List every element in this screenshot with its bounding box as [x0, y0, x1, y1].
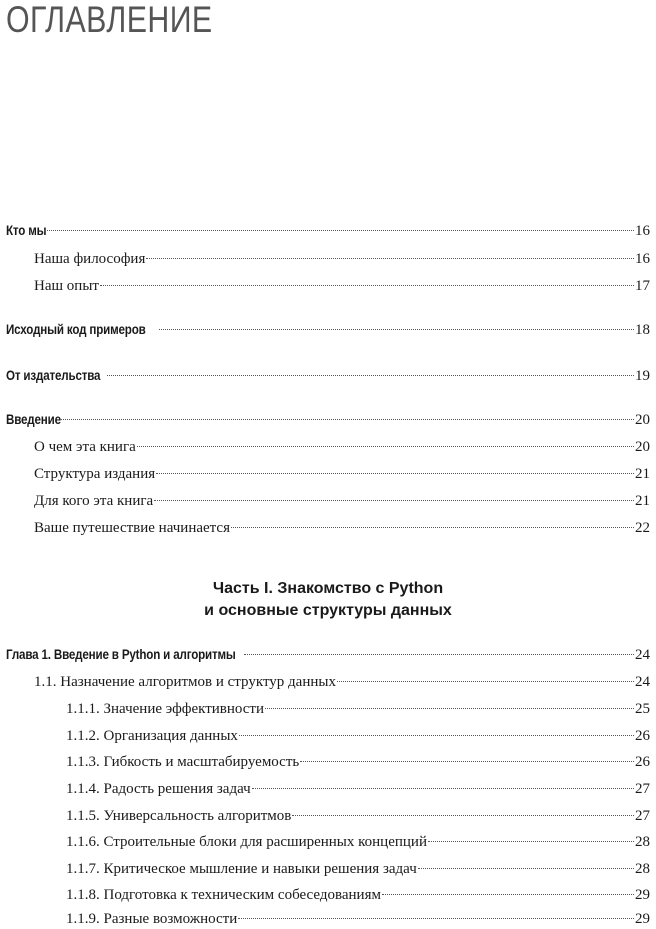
toc-page-number: 29 — [635, 911, 650, 927]
toc-entry-audience[interactable] — [34, 491, 650, 511]
toc-page-number: 20 — [635, 412, 650, 428]
part-heading-line-1: Часть I. Знакомство с Python — [212, 580, 444, 597]
toc-entry-philosophy[interactable] — [34, 249, 650, 269]
toc-entry-section-1-1-8[interactable] — [66, 885, 650, 905]
toc-page-number: 29 — [635, 887, 650, 903]
toc-entry-experience[interactable] — [34, 276, 650, 296]
toc-page-number: 22 — [635, 520, 650, 536]
toc-entry-who-we-are[interactable] — [6, 221, 650, 241]
dot-leader — [382, 894, 634, 895]
dot-leader — [61, 419, 634, 420]
dot-leader — [418, 868, 634, 869]
toc-entry-publisher[interactable] — [6, 366, 650, 386]
toc-page-number: 17 — [635, 278, 650, 294]
toc-entry-label: Введение — [6, 412, 61, 427]
toc-entry-source-code[interactable] — [6, 320, 650, 340]
toc-page-number: 28 — [635, 861, 650, 877]
toc-page-number: 21 — [635, 466, 650, 482]
toc-page-number: 21 — [635, 493, 650, 509]
toc-page-number: 24 — [635, 674, 650, 690]
dot-leader — [244, 654, 634, 655]
toc-entry-label: Ваше путешествие начинается — [34, 520, 230, 536]
toc-entry-about-book[interactable] — [34, 437, 650, 457]
toc-entry-structure[interactable] — [34, 464, 650, 484]
dot-leader — [154, 500, 634, 501]
toc-entry-label: Глава 1. Введение в Python и алгоритмы — [6, 647, 236, 662]
toc-entry-section-1-1-2[interactable] — [66, 726, 650, 746]
dot-leader — [146, 258, 634, 259]
toc-entry-label: 1.1.4. Радость решения задач — [66, 781, 251, 797]
toc-entry-section-1-1-3[interactable] — [66, 752, 650, 772]
toc-entry-label: 1.1.2. Организация данных — [66, 728, 238, 744]
toc-entry-section-1-1[interactable] — [34, 672, 650, 692]
toc-page-number: 16 — [635, 223, 650, 239]
toc-page-number: 27 — [635, 808, 650, 824]
toc-entry-label: 1.1.5. Универсальность алгоритмов — [66, 808, 292, 824]
dot-leader — [252, 788, 634, 789]
toc-entry-label: 1.1.8. Подготовка к техническим собеседованиям — [66, 887, 381, 903]
toc-entry-label: От издательства — [6, 368, 101, 383]
toc-page-number: 24 — [635, 647, 650, 663]
toc-entry-label: 1.1.1. Значение эффективности — [66, 701, 265, 717]
toc-entry-section-1-1-4[interactable] — [66, 779, 650, 799]
toc-entry-section-1-1-9[interactable] — [66, 909, 650, 929]
toc-entry-section-1-1-6[interactable] — [66, 832, 650, 852]
toc-entry-introduction[interactable] — [6, 410, 650, 430]
toc-entry-section-1-1-1[interactable] — [66, 699, 650, 719]
toc-entry-chapter-1[interactable] — [6, 645, 650, 665]
dot-leader — [44, 230, 634, 231]
toc-entry-label: Кто мы — [6, 223, 47, 238]
toc-entry-label: Наша философия — [34, 251, 146, 267]
dot-leader — [337, 681, 634, 682]
dot-leader — [159, 329, 634, 330]
toc-page-number: 20 — [635, 439, 650, 455]
page-title: ОГЛАВЛЕНИЕ — [6, 0, 213, 40]
toc-page-number: 25 — [635, 701, 650, 717]
dot-leader — [265, 708, 634, 709]
toc-entry-label: Исходный код примеров — [6, 322, 146, 337]
toc-entry-label: 1.1.9. Разные возможности — [66, 911, 238, 927]
toc-entry-section-1-1-5[interactable] — [66, 806, 650, 826]
toc-page-number: 28 — [635, 834, 650, 850]
toc-entry-section-1-1-7[interactable] — [66, 859, 650, 879]
dot-leader — [137, 446, 634, 447]
toc-page-number: 26 — [635, 728, 650, 744]
dot-leader — [292, 815, 634, 816]
toc-page-number: 26 — [635, 754, 650, 770]
dot-leader — [100, 285, 634, 286]
dot-leader — [156, 473, 634, 474]
toc-page-number: 27 — [635, 781, 650, 797]
dot-leader — [231, 527, 634, 528]
toc-entry-label: Структура издания — [34, 466, 156, 482]
toc-entry-label: Для кого эта книга — [34, 493, 154, 509]
dot-leader — [238, 918, 634, 919]
part-heading-line-2: и основные структуры данных — [204, 602, 452, 619]
dot-leader — [239, 735, 634, 736]
part-heading — [0, 578, 656, 622]
toc-entry-label: 1.1.7. Критическое мышление и навыки решения задач — [66, 861, 417, 877]
toc-entry-label: О чем эта книга — [34, 439, 136, 455]
toc-page-number: 18 — [635, 322, 650, 338]
toc-entry-label: 1.1. Назначение алгоритмов и структур данных — [34, 674, 336, 690]
dot-leader — [300, 761, 634, 762]
dot-leader — [428, 841, 634, 842]
dot-leader — [107, 375, 634, 376]
toc-entry-journey[interactable] — [34, 518, 650, 538]
toc-page-number: 16 — [635, 251, 650, 267]
toc-entry-label: 1.1.3. Гибкость и масштабируемость — [66, 754, 300, 770]
toc-page-number: 19 — [635, 368, 650, 384]
toc-entry-label: Наш опыт — [34, 278, 99, 294]
toc-entry-label: 1.1.6. Строительные блоки для расширенных концепций — [66, 834, 427, 850]
